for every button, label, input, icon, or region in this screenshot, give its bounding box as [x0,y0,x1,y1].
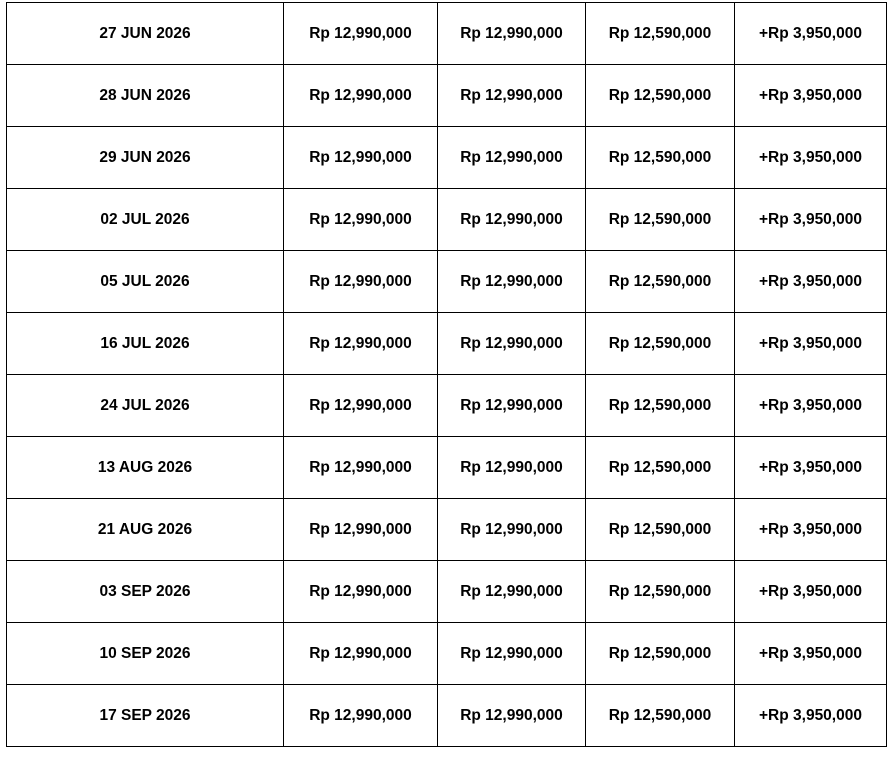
price-cell: Rp 12,590,000 [586,251,735,313]
price-cell: Rp 12,990,000 [438,3,586,65]
price-cell: Rp 12,990,000 [438,499,586,561]
price-cell: Rp 12,990,000 [284,623,438,685]
table-row [7,127,887,189]
supplement-cell: +Rp 3,950,000 [735,685,887,747]
supplement-cell: +Rp 3,950,000 [735,499,887,561]
supplement-cell: +Rp 3,950,000 [735,251,887,313]
price-cell: Rp 12,590,000 [586,375,735,437]
price-cell: Rp 12,990,000 [284,65,438,127]
price-table [6,2,887,747]
table-row [7,313,887,375]
price-cell: Rp 12,990,000 [438,65,586,127]
table-row [7,561,887,623]
price-cell: Rp 12,990,000 [438,375,586,437]
price-cell: Rp 12,990,000 [438,437,586,499]
price-cell: Rp 12,590,000 [586,189,735,251]
price-cell: Rp 12,590,000 [586,623,735,685]
table-row [7,189,887,251]
supplement-cell: +Rp 3,950,000 [735,3,887,65]
supplement-cell: +Rp 3,950,000 [735,189,887,251]
supplement-cell: +Rp 3,950,000 [735,561,887,623]
supplement-cell: +Rp 3,950,000 [735,623,887,685]
price-cell: Rp 12,990,000 [284,189,438,251]
table-row [7,685,887,747]
price-cell: Rp 12,990,000 [438,189,586,251]
departure-date-cell: 05 JUL 2026 [7,251,284,313]
price-cell: Rp 12,590,000 [586,685,735,747]
supplement-cell: +Rp 3,950,000 [735,437,887,499]
price-cell: Rp 12,990,000 [284,499,438,561]
table-row [7,437,887,499]
price-cell: Rp 12,990,000 [284,3,438,65]
price-cell: Rp 12,590,000 [586,65,735,127]
departure-date-cell: 21 AUG 2026 [7,499,284,561]
table-row [7,499,887,561]
price-cell: Rp 12,990,000 [438,623,586,685]
supplement-cell: +Rp 3,950,000 [735,127,887,189]
departure-date-cell: 16 JUL 2026 [7,313,284,375]
price-cell: Rp 12,590,000 [586,561,735,623]
departure-date-cell: 24 JUL 2026 [7,375,284,437]
table-row [7,375,887,437]
departure-date-cell: 29 JUN 2026 [7,127,284,189]
price-cell: Rp 12,990,000 [284,375,438,437]
table-row [7,623,887,685]
price-cell: Rp 12,990,000 [284,313,438,375]
table-row [7,3,887,65]
price-cell: Rp 12,590,000 [586,313,735,375]
departure-date-cell: 17 SEP 2026 [7,685,284,747]
departure-date-cell: 10 SEP 2026 [7,623,284,685]
table-row [7,65,887,127]
price-cell: Rp 12,990,000 [438,561,586,623]
price-cell: Rp 12,990,000 [284,685,438,747]
departure-date-cell: 02 JUL 2026 [7,189,284,251]
departure-date-cell: 03 SEP 2026 [7,561,284,623]
price-cell: Rp 12,990,000 [438,313,586,375]
price-cell: Rp 12,990,000 [438,251,586,313]
supplement-cell: +Rp 3,950,000 [735,375,887,437]
price-cell: Rp 12,590,000 [586,499,735,561]
price-cell: Rp 12,990,000 [284,251,438,313]
supplement-cell: +Rp 3,950,000 [735,313,887,375]
price-cell: Rp 12,590,000 [586,437,735,499]
supplement-cell: +Rp 3,950,000 [735,65,887,127]
table-row [7,251,887,313]
price-cell: Rp 12,990,000 [284,127,438,189]
departure-date-cell: 27 JUN 2026 [7,3,284,65]
price-cell: Rp 12,590,000 [586,127,735,189]
price-cell: Rp 12,990,000 [284,561,438,623]
departure-date-cell: 28 JUN 2026 [7,65,284,127]
price-cell: Rp 12,990,000 [438,685,586,747]
price-cell: Rp 12,590,000 [586,3,735,65]
price-cell: Rp 12,990,000 [438,127,586,189]
price-cell: Rp 12,990,000 [284,437,438,499]
departure-date-cell: 13 AUG 2026 [7,437,284,499]
